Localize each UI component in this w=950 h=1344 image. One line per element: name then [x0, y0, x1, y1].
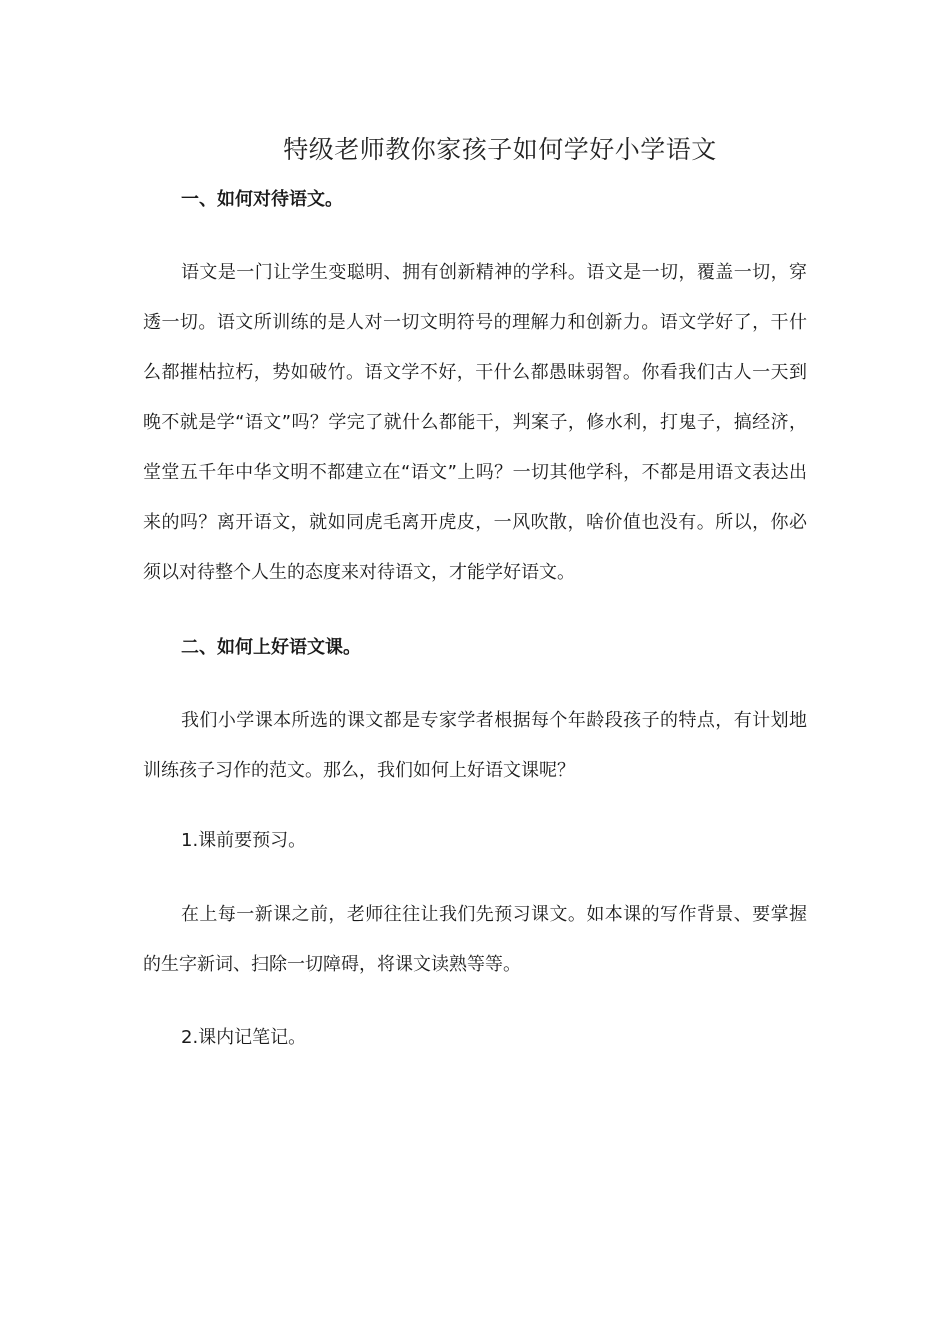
- document-body: [143, 130, 807, 1052]
- document-title: 特级老师教你家孩子如何学好小学语文: [283, 135, 717, 164]
- section-heading-2: 二、如何上好语文课。: [181, 637, 361, 658]
- subsection-heading-1: 1.课前要预习。: [181, 830, 307, 851]
- subsection-heading-2: 2.课内记笔记。: [181, 1027, 307, 1048]
- subsection-1-paragraph-1: 在上每一新课之前，老师往往让我们先预习课文。如本课的写作背景、要掌握的生字新词、扫除一切障碍，将课文读熟等等。: [143, 904, 807, 975]
- section-heading-1: 一、如何对待语文。: [181, 189, 343, 210]
- section-1-paragraph-1: 语文是一门让学生变聪明、拥有创新精神的学科。语文是一切，覆盖一切，穿透一切。语文所训练的是人对一切文明符号的理解力和创新力。语文学好了，干什么都摧枯拉朽，势如破竹。语文学不好，干什么都愚昧弱智。你看我们古人一天到晚不就是学“语文”吗？学完了就什么都能干，判案子，修水利，打鬼子，搞经济，堂堂五千年中华文明不都建立在“语文”上吗？一切其他学科，不都是用语文表达出来的吗？离开语文，就如同虎毛离开虎皮，一风吹散，啥价值也没有。所以，你必须以对待整个人生的态度来对待语文，才能学好语文。: [143, 262, 807, 583]
- section-2-paragraph-1: 我们小学课本所选的课文都是专家学者根据每个年龄段孩子的特点，有计划地训练孩子习作的范文。那么，我们如何上好语文课呢？: [143, 710, 807, 781]
